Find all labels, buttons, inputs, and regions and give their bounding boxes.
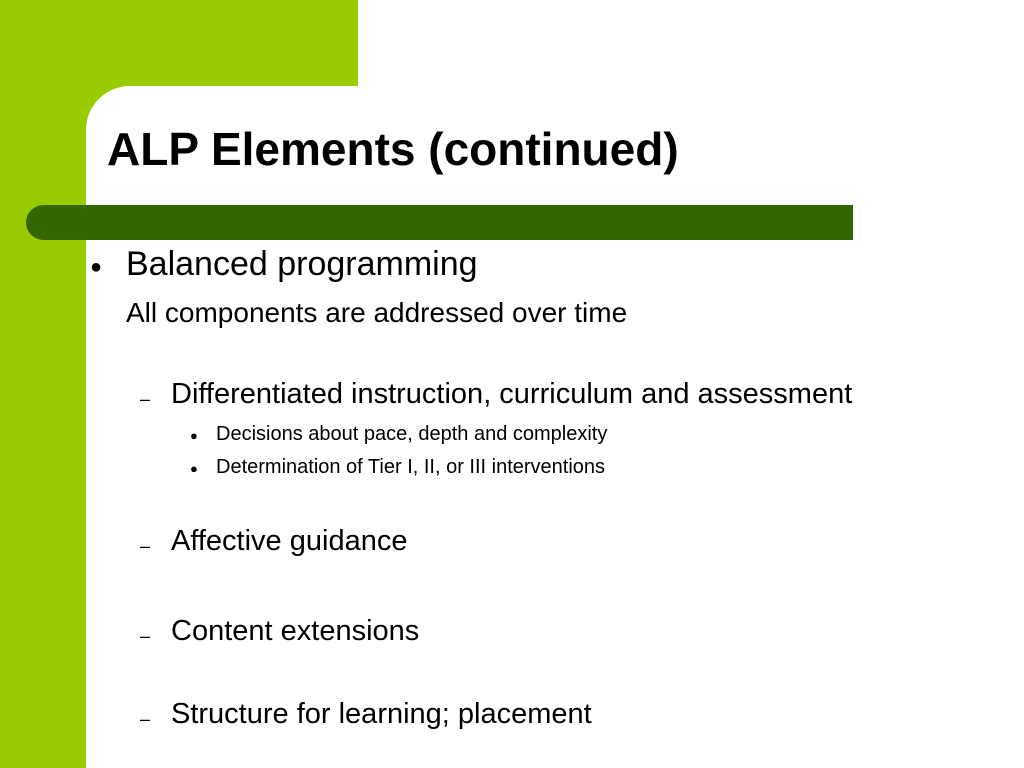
dash-marker: – [140, 626, 151, 646]
dash-marker: – [140, 389, 151, 409]
subitem-label: Content extensions [171, 615, 420, 647]
bullet-dot-icon: ● [90, 256, 103, 278]
bullet-dot-icon: ● [190, 428, 198, 443]
dash-marker: – [140, 709, 151, 729]
bullet-subtext: All components are addressed over time [126, 297, 628, 328]
dash-marker: – [140, 536, 151, 556]
bullet-dot-icon: ● [190, 461, 198, 476]
subitem-label: Structure for learning; placement [171, 698, 592, 730]
subitem-label: Differentiated instruction, curriculum and assessment [171, 378, 853, 410]
subitem-label: Affective guidance [171, 525, 408, 557]
subsubitem-label: Determination of Tier I, II, or III interventions [216, 456, 606, 478]
slide-title: ALP Elements (continued) [107, 123, 679, 175]
subsubitem-label: Decisions about pace, depth and complexity [216, 423, 608, 445]
bullet-heading: Balanced programming [126, 245, 478, 283]
